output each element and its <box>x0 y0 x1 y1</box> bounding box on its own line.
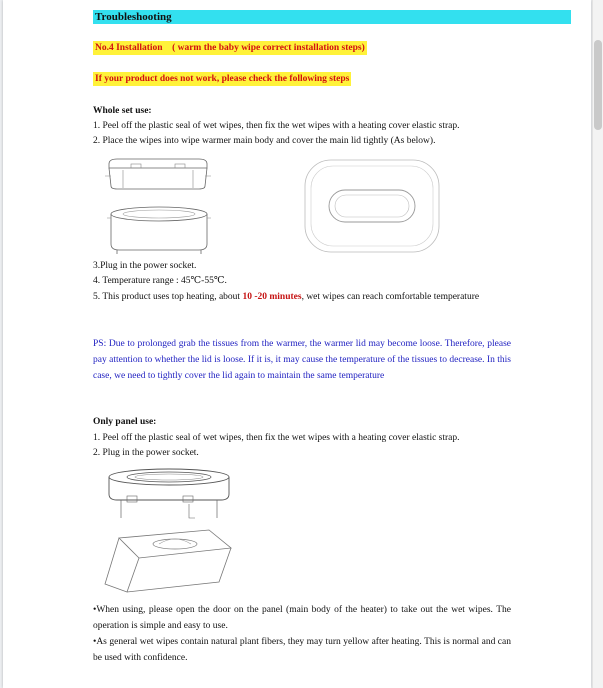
scrollbar-thumb[interactable] <box>594 40 602 130</box>
step-5-text-end: , wet wipes can reach comfortable temperature <box>301 292 480 302</box>
only-panel-title: Only panel use: <box>93 417 157 427</box>
vertical-scrollbar[interactable] <box>592 0 603 688</box>
whole-set-step-2: 2. Place the wipes into wipe warmer main body and cover the main lid tightly (As below). <box>93 136 436 146</box>
heating-time: 10 -20 minutes <box>242 292 302 302</box>
step-5-text-start: 5. This product uses top heating, about <box>93 292 243 302</box>
panel-illustration <box>99 466 239 524</box>
wipes-pack-illustration <box>99 526 239 596</box>
assembled-warmer-illustration <box>301 156 443 256</box>
whole-set-step-1: 1. Peel off the plastic seal of wet wipes, then fix the wet wipes with a heating cover elastic strap. <box>93 121 460 131</box>
whole-set-step-5 <box>93 289 511 305</box>
whole-set-title: Whole set use: <box>93 106 152 116</box>
document-page <box>3 0 591 688</box>
note-yellow-fibers: •As general wet wipes contain natural plant fibers, they may turn yellow after heating. This is normal and can be used with confidence. <box>93 637 511 663</box>
ps-note: PS: Due to prolonged grab the tissues from the warmer, the warmer lid may become loose. Therefore, please pay attention to whether the lid is loose. If it is, it may cause the temperature of the tissues to decrease. In this case, we need to tightly cover the lid again to maintain the same temperature <box>93 339 511 381</box>
only-panel-step-2: 2. Plug in the power socket. <box>93 448 199 458</box>
whole-set-step-4: 4. Temperature range : 45℃-55℃. <box>93 276 227 286</box>
main-body-illustration <box>103 204 215 256</box>
note-open-door: •When using, please open the door on the panel (main body of the heater) to take out the wet wipes. The operation is simple and easy to use. <box>93 605 511 631</box>
lid-illustration <box>103 156 213 194</box>
check-steps-title: If your product does not work, please check the following steps <box>95 74 350 84</box>
whole-set-step-3: 3.Plug in the power socket. <box>93 261 197 271</box>
only-panel-step-1: 1. Peel off the plastic seal of wet wipes, then fix the wet wipes with a heating cover elastic strap. <box>93 433 460 443</box>
page-heading: Troubleshooting <box>93 10 571 24</box>
installation-title: No.4 Installation ( warm the baby wipe correct installation steps) <box>95 43 365 53</box>
